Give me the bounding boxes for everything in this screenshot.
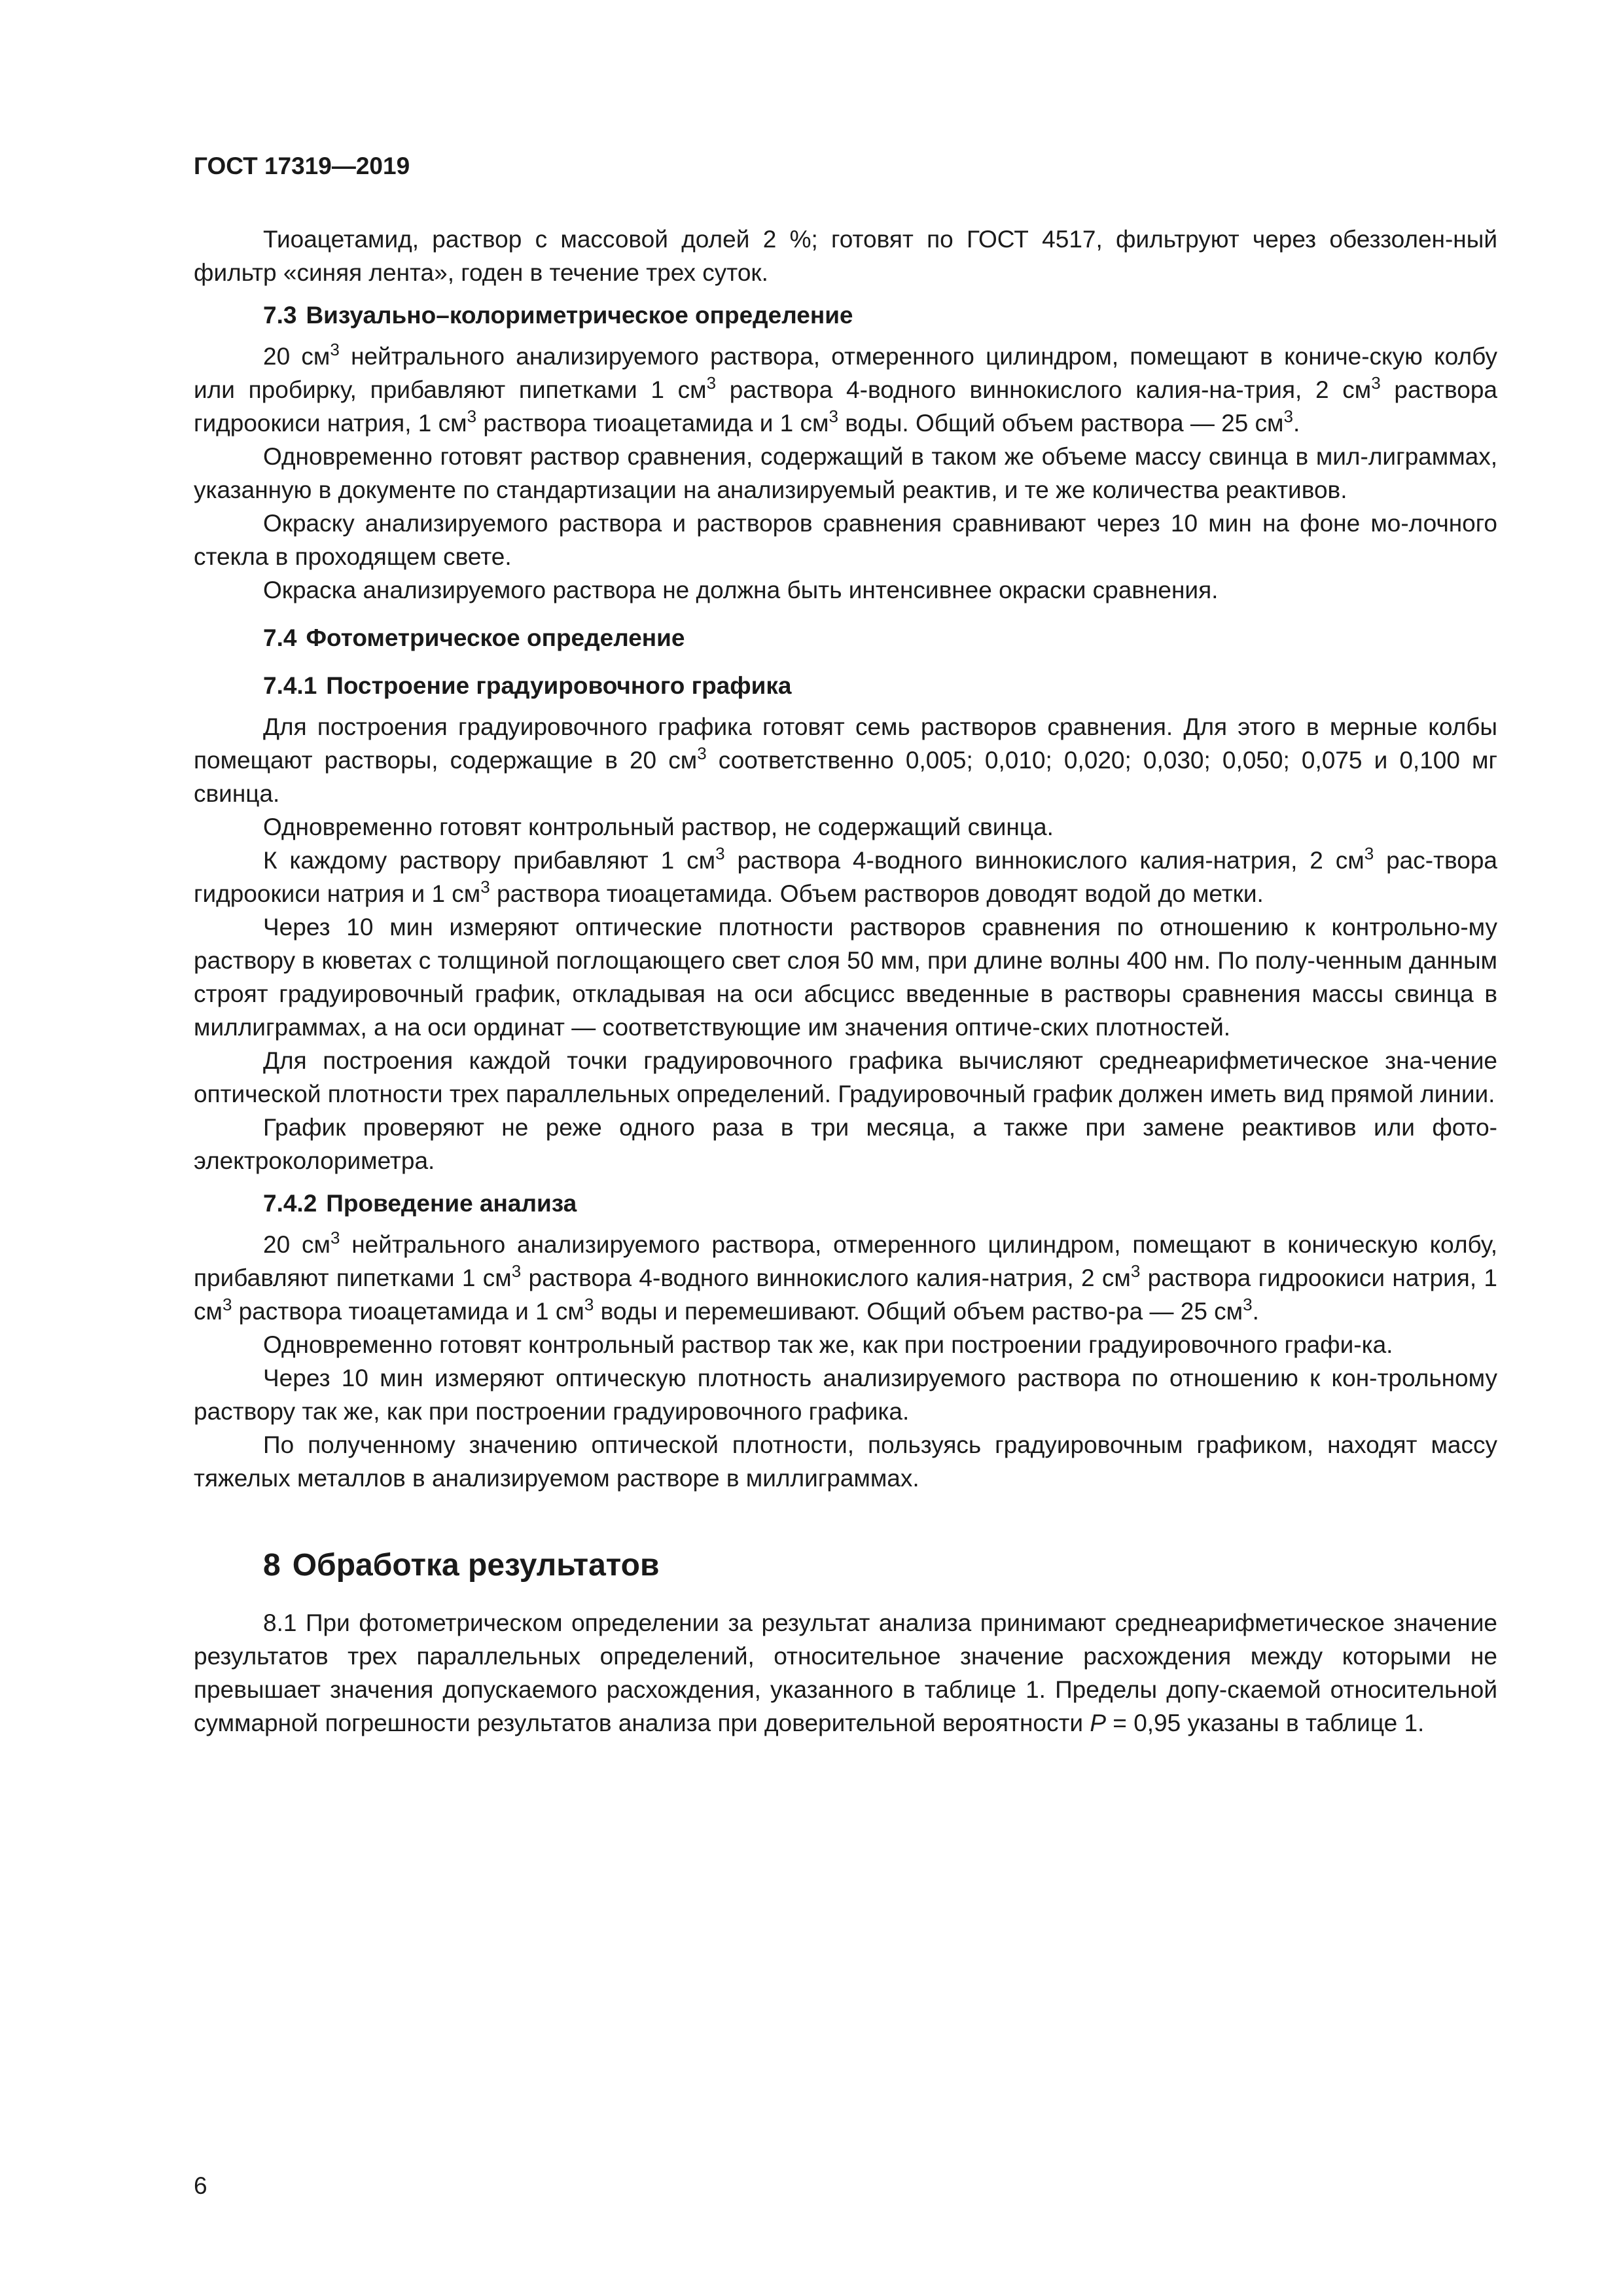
document-header: ГОСТ 17319—2019 bbox=[194, 152, 410, 179]
intro-paragraph: Тиоацетамид, раствор с массовой долей 2 %; готовят по ГОСТ 4517, фильтруют через обеззолен-ный фильтр «синяя лента», годен в течение трех суток. bbox=[194, 226, 1497, 286]
superscript: 3 bbox=[1130, 1261, 1141, 1281]
text-run: раствора гидроокиси натрия, 1 см bbox=[194, 376, 1497, 437]
section-7-4-1-paragraph-5: Для построения каждой точки градуировочного графика вычисляют среднеарифметическое зна-чение оптической плотности трех параллельных определений. Градуировочный график должен иметь вид прямой линии. bbox=[194, 1047, 1497, 1107]
section-title: Обработка результатов bbox=[292, 1548, 660, 1583]
section-title: Проведение анализа bbox=[326, 1190, 577, 1217]
section-7-4-1-paragraph-3 bbox=[194, 844, 1497, 910]
section-number: 7.4 bbox=[263, 624, 297, 651]
text-run: рас-твора гидроокиси натрия и 1 см bbox=[194, 847, 1497, 907]
section-7-4-1-paragraph-2: Одновременно готовят контрольный раствор, не содержащий свинца. bbox=[263, 814, 1054, 840]
section-7-3-heading bbox=[194, 298, 1497, 332]
superscript: 3 bbox=[330, 1228, 340, 1247]
superscript: 3 bbox=[511, 1261, 522, 1281]
section-7-4-2-paragraph-1 bbox=[194, 1228, 1497, 1328]
superscript: 3 bbox=[222, 1295, 232, 1314]
section-8-1-paragraph bbox=[194, 1606, 1497, 1740]
section-7-3-paragraph-1 bbox=[194, 340, 1497, 440]
text-run: Для построения градуировочного графика готовят семь растворов сравнения. Для этого в мерные колбы помещают растворы, содержащие в 20 см bbox=[194, 713, 1497, 774]
superscript: 3 bbox=[584, 1295, 594, 1314]
text-run: раствора тиоацетамида. Объем растворов доводят водой до метки. bbox=[490, 880, 1264, 907]
page-number: 6 bbox=[194, 2172, 207, 2199]
section-8-heading bbox=[194, 1546, 1497, 1585]
superscript: 3 bbox=[829, 406, 838, 426]
superscript: 3 bbox=[1283, 406, 1293, 426]
text-run: . bbox=[1252, 1298, 1259, 1325]
text-run: = 0,95 указаны в таблице 1. bbox=[1106, 1710, 1425, 1736]
superscript: 3 bbox=[467, 406, 477, 426]
section-7-3-paragraph-2: Одновременно готовят раствор сравнения, содержащий в таком же объеме массу свинца в мил-лиграммах, указанную в документе по стандартизации на анализируемый реактив, и те же количества реактивов. bbox=[194, 443, 1497, 503]
section-7-4-heading bbox=[194, 621, 1497, 655]
section-title: Фотометрическое определение bbox=[306, 624, 685, 651]
text-run: раствора 4-водного виннокислого калия-натрия, 2 см bbox=[724, 847, 1364, 874]
superscript: 3 bbox=[1371, 373, 1381, 393]
section-7-4-2-paragraph-4: По полученному значению оптической плотности, пользуясь градуировочным графиком, находят массу тяжелых металлов в анализируемом растворе в миллиграммах. bbox=[194, 1431, 1497, 1492]
section-number: 7.4.2 bbox=[263, 1190, 317, 1217]
section-number: 8 bbox=[263, 1548, 281, 1583]
section-7-4-2-paragraph-3: Через 10 мин измеряют оптическую плотность анализируемого раствора по отношению к кон-трольному раствору так же, как при построении градуировочного графика. bbox=[194, 1365, 1497, 1425]
text-run: раствора 4-водного виннокислого калия-натрия, 2 см bbox=[521, 1265, 1131, 1291]
document-body bbox=[194, 223, 1497, 1740]
text-run: нейтрального анализируемого раствора, отмеренного цилиндром, помещают в коническую колбу, прибавляют пипетками 1 см bbox=[194, 1231, 1497, 1291]
text-run: воды и перемешивают. Общий объем раство-ра — 25 см bbox=[594, 1298, 1243, 1325]
section-7-4-2-paragraph-2: Одновременно готовят контрольный раствор так же, как при построении градуировочного графи-ка. bbox=[263, 1331, 1393, 1358]
section-title: Визуально–колориметрическое определение bbox=[306, 302, 853, 329]
section-number: 7.4.1 bbox=[263, 672, 317, 699]
superscript: 3 bbox=[1364, 844, 1374, 863]
text-run: раствора тиоацетамида и 1 см bbox=[232, 1298, 584, 1325]
superscript: 3 bbox=[480, 877, 490, 897]
text-run: 8.1 При фотометрическом определении за результат анализа принимают среднеарифметическое значение результатов трех параллельных определений, относительное значение расхождения между которыми не превышает значения допускаемого расхождения, указанного в таблице 1. Пределы допу-скаемой относительной суммарной погрешности результатов анализа при доверительной вероятности bbox=[194, 1609, 1497, 1736]
section-7-3-paragraph-4: Окраска анализируемого раствора не должна быть интенсивнее окраски сравнения. bbox=[263, 577, 1219, 603]
section-7-3-paragraph-3: Окраску анализируемого раствора и растворов сравнения сравнивают через 10 мин на фоне мо-лочного стекла в проходящем свете. bbox=[194, 510, 1497, 570]
variable-p: P bbox=[1090, 1710, 1107, 1736]
text-run: . bbox=[1293, 410, 1300, 437]
section-title: Построение градуировочного графика bbox=[326, 672, 792, 699]
superscript: 3 bbox=[330, 340, 340, 359]
text-run: раствора гидроокиси натрия, 1 см bbox=[194, 1265, 1498, 1325]
text-run: воды. Общий объем раствора — 25 см bbox=[838, 410, 1284, 437]
superscript: 3 bbox=[706, 373, 717, 393]
text-run: 20 см bbox=[263, 343, 330, 370]
section-number: 7.3 bbox=[263, 302, 297, 329]
section-7-4-2-heading bbox=[194, 1187, 1497, 1220]
text-run: 20 см bbox=[263, 1231, 330, 1258]
section-7-4-1-paragraph-4: Через 10 мин измеряют оптические плотности растворов сравнения по отношению к контрольно-му раствору в кюветах с толщиной поглощающего свет слоя 50 мм, при длине волны 400 нм. По полу-ченным данным строят градуировочный график, откладывая на оси абсцисс введенные в растворы сравнения массы свинца в миллиграммах, а на оси ординат — соответствующие им значения оптиче-ских плотностей. bbox=[194, 914, 1497, 1041]
text-run: К каждому раствору прибавляют 1 см bbox=[263, 847, 716, 874]
section-7-4-1-paragraph-6: График проверяют не реже одного раза в три месяца, а также при замене реактивов или фото-электроколориметра. bbox=[194, 1114, 1497, 1174]
superscript: 3 bbox=[715, 844, 725, 863]
text-run: соответственно 0,005; 0,010; 0,020; 0,030; 0,050; 0,075 и 0,100 мг свинца. bbox=[194, 747, 1497, 807]
text-run: раствора 4-водного виннокислого калия-на-трия, 2 см bbox=[716, 376, 1372, 403]
text-run: нейтрального анализируемого раствора, отмеренного цилиндром, помещают в кониче-скую колбу или пробирку, прибавляют пипетками 1 см bbox=[194, 343, 1497, 403]
superscript: 3 bbox=[1243, 1295, 1253, 1314]
section-7-4-1-paragraph-1 bbox=[194, 710, 1497, 810]
section-7-4-1-heading bbox=[194, 669, 1497, 702]
superscript: 3 bbox=[697, 744, 707, 763]
text-run: раствора тиоацетамида и 1 см bbox=[476, 410, 829, 437]
